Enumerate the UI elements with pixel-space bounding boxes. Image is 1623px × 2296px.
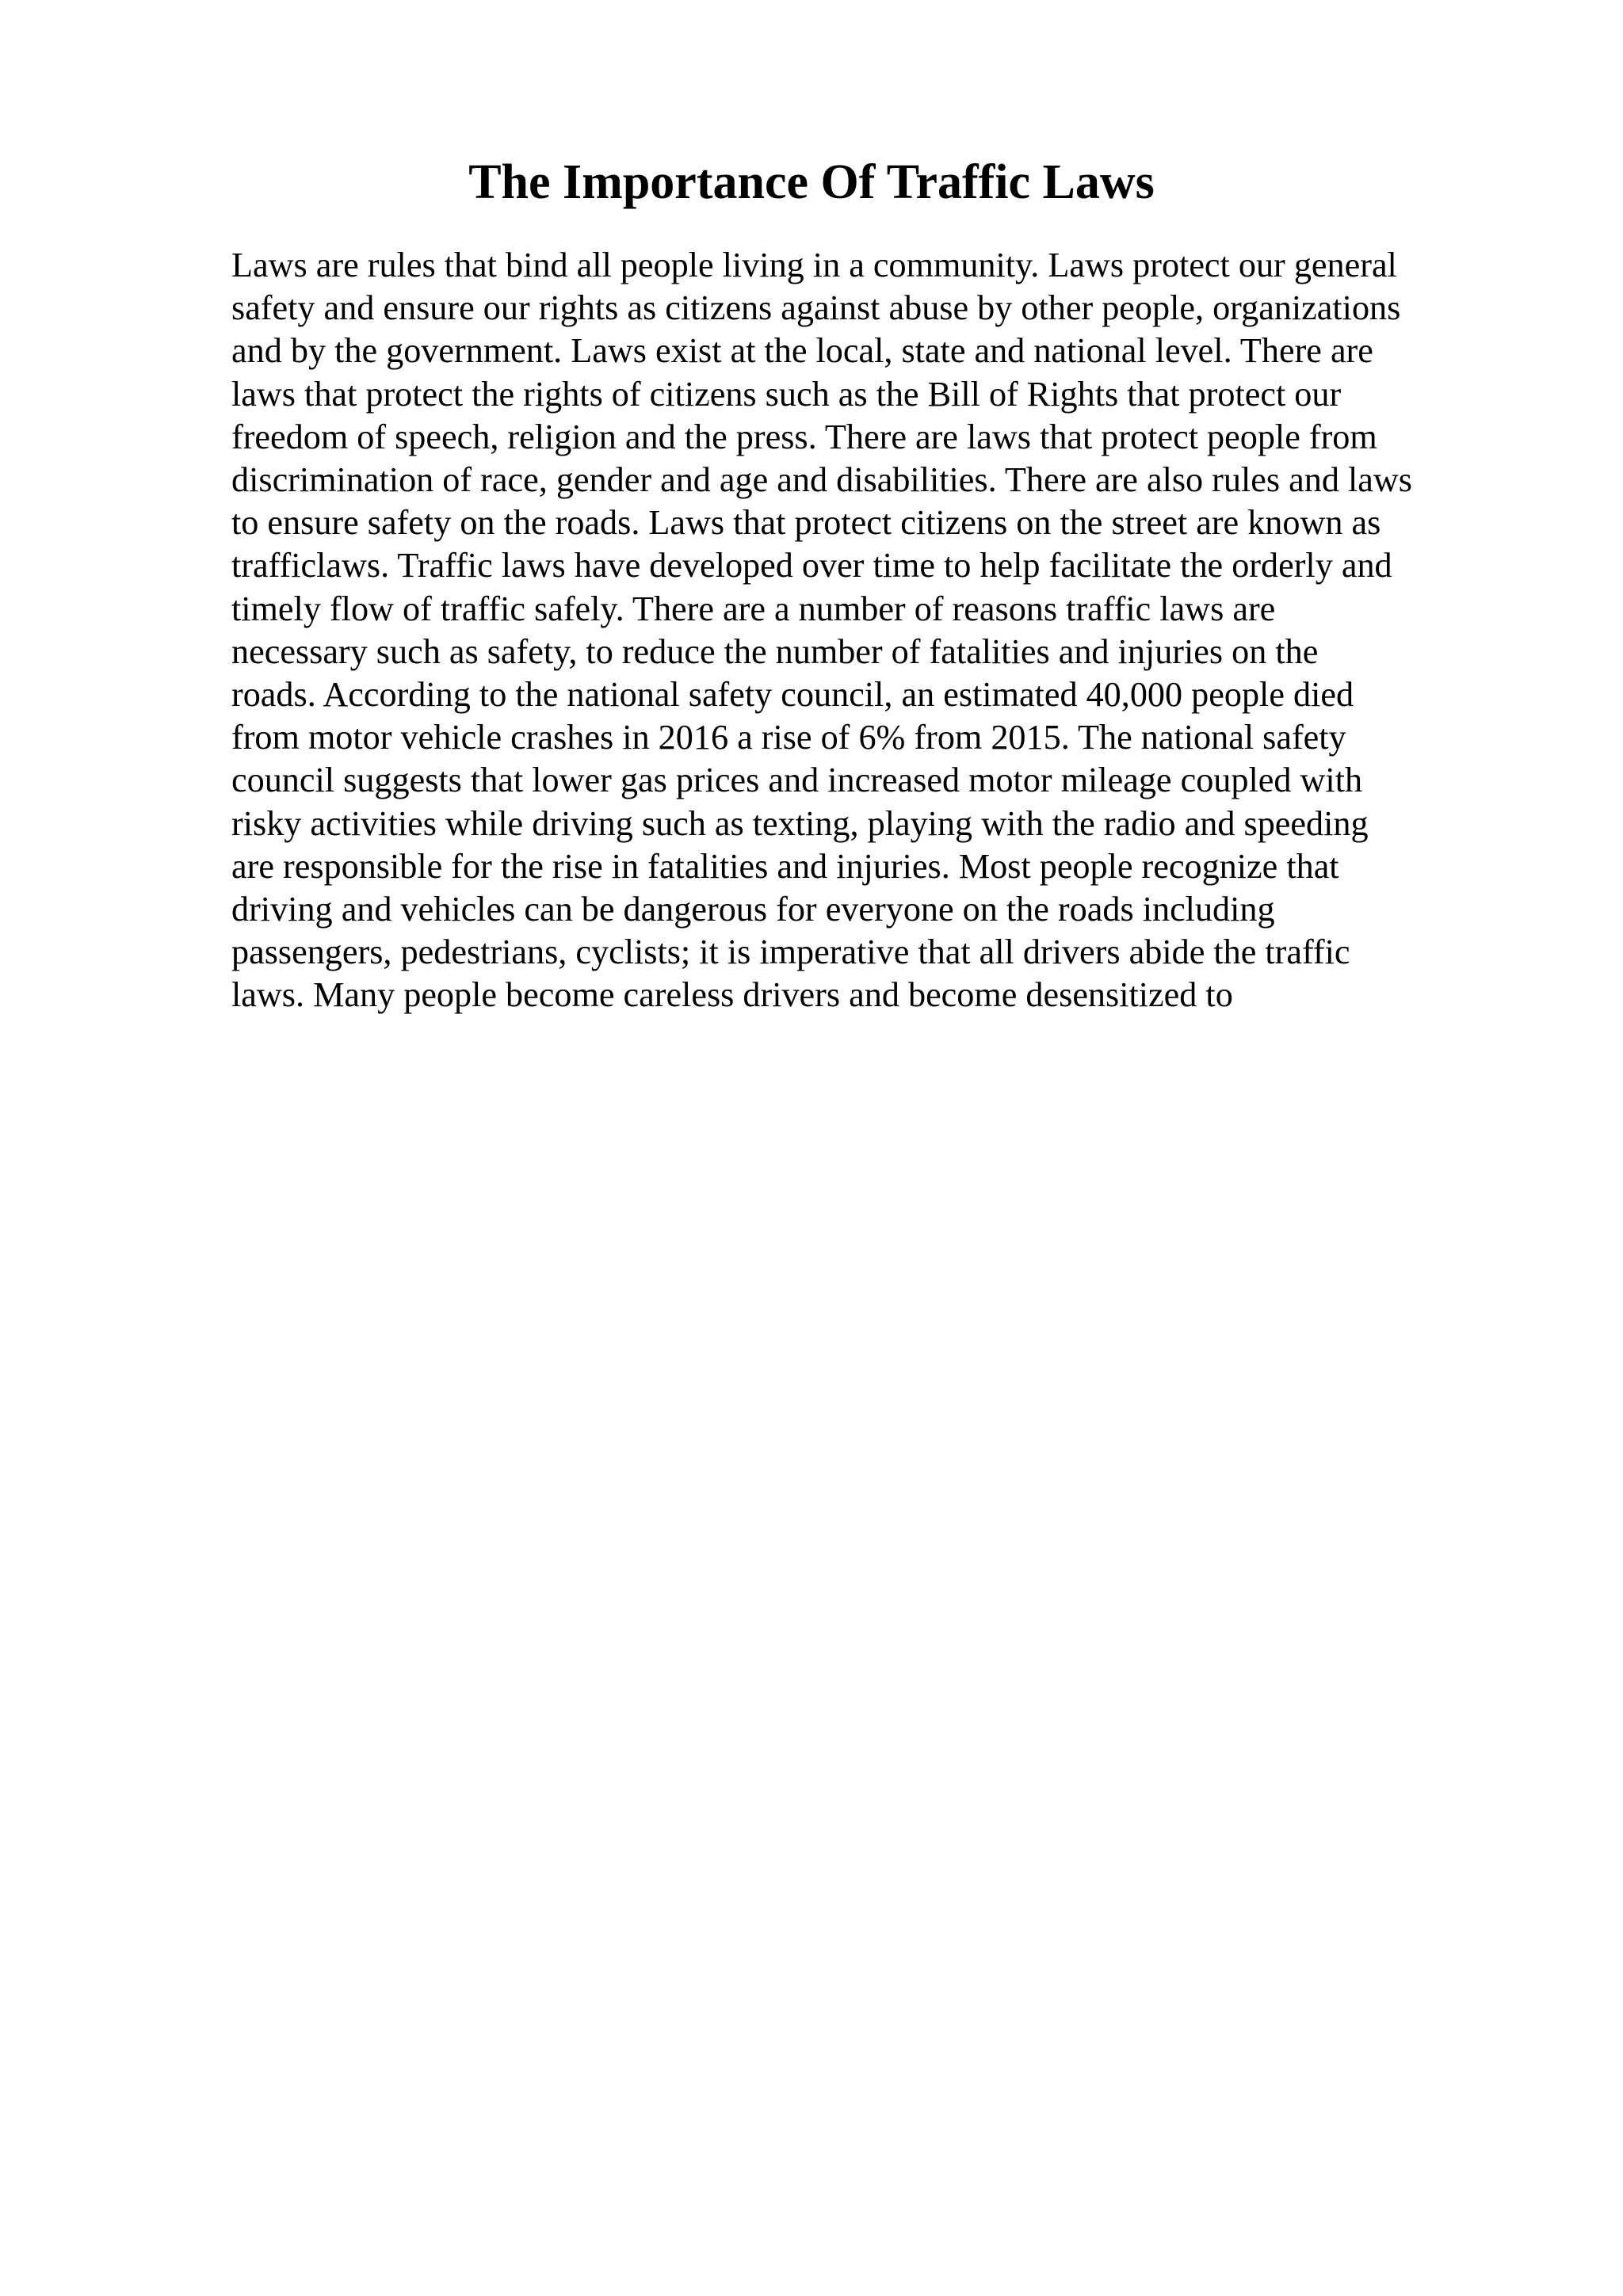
text-line: laws that protect the rights of citizens such as the Bill of Rights that protect our	[231, 374, 1342, 414]
text-line: freedom of speech, religion and the press. There are laws that protect people from	[231, 417, 1377, 456]
text-line: driving and vehicles can be dangerous for everyone on the roads including	[231, 890, 1275, 929]
text-line: passengers, pedestrians, cyclists; it is imperative that all drivers abide the traffic	[231, 933, 1350, 972]
text-line: risky activities while driving such as texting, playing with the radio and speeding	[231, 803, 1369, 843]
text-line: are responsible for the rise in fatalities and injuries. Most people recognize that	[231, 846, 1339, 886]
text-line: laws. Many people become careless drivers and become desensitized to	[231, 975, 1233, 1015]
text-line: safety and ensure our rights as citizens against abuse by other people, organizations	[231, 288, 1401, 328]
page-title: The Importance Of Traffic Laws	[468, 155, 1155, 209]
text-line: timely flow of traffic safely. There are a number of reasons traffic laws are	[231, 589, 1276, 628]
text-line: to ensure safety on the roads. Laws that protect citizens on the street are known as	[231, 503, 1381, 543]
body-paragraph	[231, 244, 1499, 1017]
text-line: necessary such as safety, to reduce the number of fatalities and injuries on the	[231, 631, 1319, 671]
text-line: Laws are rules that bind all people living in a community. Laws protect our general	[231, 246, 1397, 284]
text-line: from motor vehicle crashes in 2016 a rise of 6% from 2015. The national safety	[231, 718, 1346, 757]
text-line: trafficlaws. Traffic laws have developed over time to help facilitate the orderly and	[231, 546, 1392, 585]
text-line: and by the government. Laws exist at the local, state and national level. There are	[231, 331, 1373, 371]
text-line: council suggests that lower gas prices and increased motor mileage coupled with	[231, 761, 1363, 800]
text-line: discrimination of race, gender and age and disabilities. There are also rules and laws	[231, 460, 1412, 500]
text-line: roads. According to the national safety council, an estimated 40,000 people died	[231, 675, 1354, 715]
